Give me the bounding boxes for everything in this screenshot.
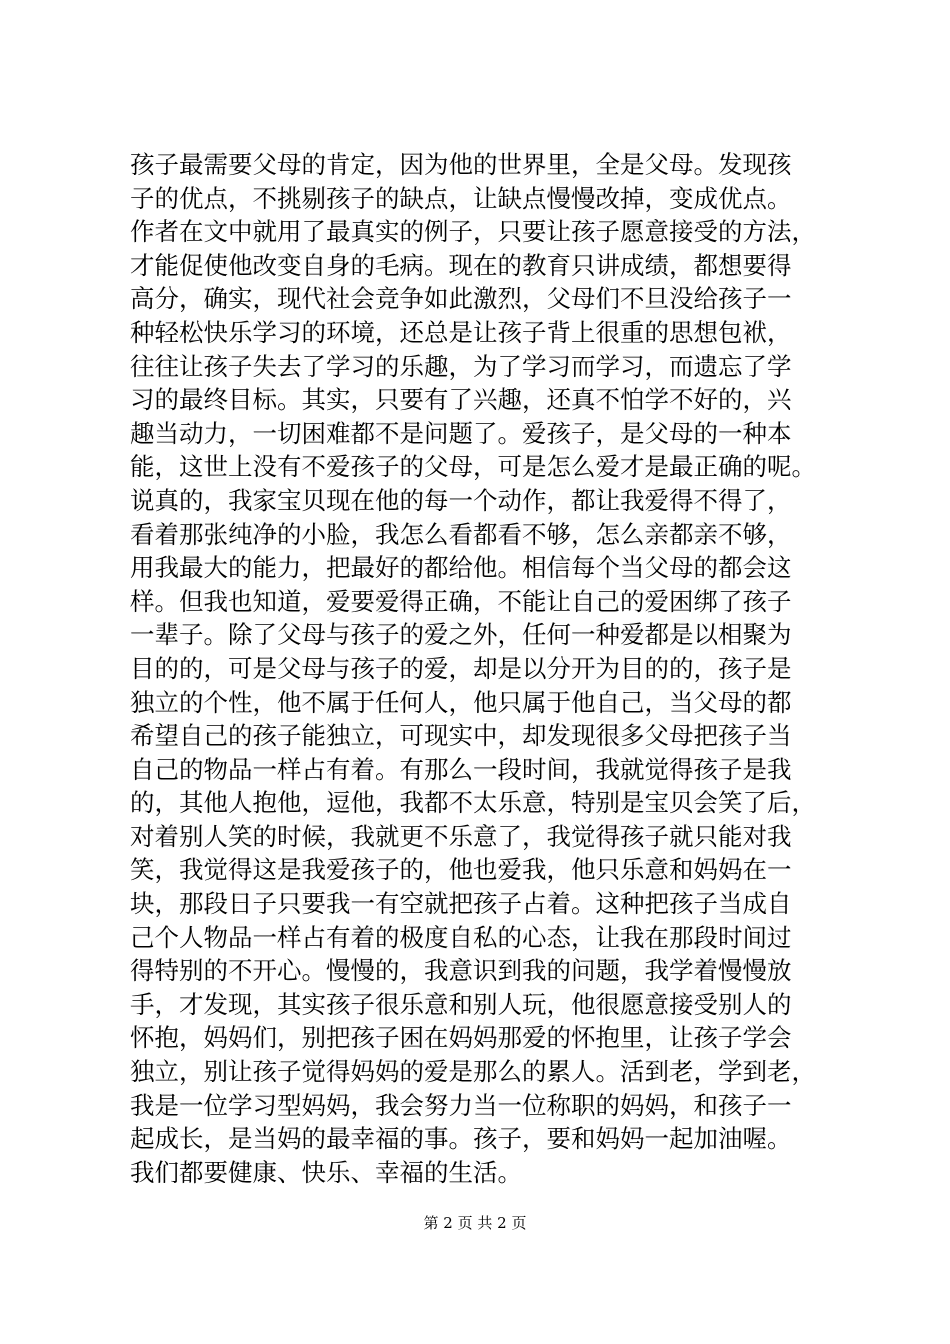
text-line: 习的最终目标。其实，只要有了兴趣，还真不怕学不好的，兴 xyxy=(130,385,792,415)
text-line: 的，其他人抱他，逗他，我都不太乐意，特别是宝贝会笑了后， xyxy=(130,788,816,818)
text-line: 用我最大的能力，把最好的都给他。相信每个当父母的都会这 xyxy=(130,553,792,583)
text-line: 己个人物品一样占有着的极度自私的心态，让我在那段时间过 xyxy=(130,922,792,952)
text-line: 我是一位学习型妈妈，我会努力当一位称职的妈妈，和孩子一 xyxy=(130,1090,792,1120)
text-line: 种轻松快乐学习的环境，还总是让孩子背上很重的思想包袱， xyxy=(130,317,792,347)
text-line: 往往让孩子失去了学习的乐趣，为了学习而学习，而遗忘了学 xyxy=(130,351,792,381)
text-line: 一辈子。除了父母与孩子的爱之外，任何一种爱都是以相聚为 xyxy=(130,620,792,650)
text-line: 能，这世上没有不爱孩子的父母，可是怎么爱才是最正确的呢。 xyxy=(130,452,816,482)
text-line: 才能促使他改变自身的毛病。现在的教育只讲成绩，都想要得 xyxy=(130,250,792,280)
text-line: 看着那张纯净的小脸，我怎么看都看不够，怎么亲都亲不够， xyxy=(130,519,792,549)
text-line: 笑，我觉得这是我爱孩子的，他也爱我，他只乐意和妈妈在一 xyxy=(130,855,792,885)
text-line: 独立，别让孩子觉得妈妈的爱是那么的累人。活到老，学到老， xyxy=(130,1057,816,1087)
text-line: 趣当动力，一切困难都不是问题了。爱孩子，是父母的一种本 xyxy=(130,418,792,448)
text-line: 样。但我也知道，爱要爱得正确，不能让自己的爱困绑了孩子 xyxy=(130,586,792,616)
text-line: 说真的，我家宝贝现在他的每一个动作，都让我爱得不得了， xyxy=(130,485,792,515)
page-number-footer: 第 2 页 共 2 页 xyxy=(423,1214,527,1232)
text-line: 独立的个性，他不属于任何人，他只属于他自己，当父母的都 xyxy=(130,687,792,717)
text-line: 对着别人笑的时候，我就更不乐意了，我觉得孩子就只能对我 xyxy=(130,821,792,851)
text-line: 我们都要健康、快乐、幸福的生活。 xyxy=(130,1157,522,1187)
text-line: 手，才发现，其实孩子很乐意和别人玩，他很愿意接受别人的 xyxy=(130,989,792,1019)
text-line: 希望自己的孩子能独立，可现实中，却发现很多父母把孩子当 xyxy=(130,721,792,751)
text-line: 得特别的不开心。慢慢的，我意识到我的问题，我学着慢慢放 xyxy=(130,956,792,986)
text-line: 孩子最需要父母的肯定，因为他的世界里，全是父母。发现孩 xyxy=(130,150,792,179)
text-line: 作者在文中就用了最真实的例子，只要让孩子愿意接受的方法， xyxy=(130,217,816,247)
text-line: 目的的，可是父母与孩子的爱，却是以分开为目的的，孩子是 xyxy=(130,653,792,683)
text-line: 自己的物品一样占有着。有那么一段时间，我就觉得孩子是我 xyxy=(130,754,792,784)
text-line: 高分，确实，现代社会竞争如此激烈，父母们不旦没给孩子一 xyxy=(130,284,792,314)
text-line: 子的优点，不挑剔孩子的缺点，让缺点慢慢改掉，变成优点。 xyxy=(130,183,792,213)
text-line: 块，那段日子只要我一有空就把孩子占着。这种把孩子当成自 xyxy=(130,889,792,919)
text-line: 怀抱，妈妈们，别把孩子困在妈妈那爱的怀抱里，让孩子学会 xyxy=(130,1023,792,1053)
text-line: 起成长，是当妈的最幸福的事。孩子，要和妈妈一起加油喔。 xyxy=(130,1124,792,1154)
body-paragraph xyxy=(130,148,850,1189)
